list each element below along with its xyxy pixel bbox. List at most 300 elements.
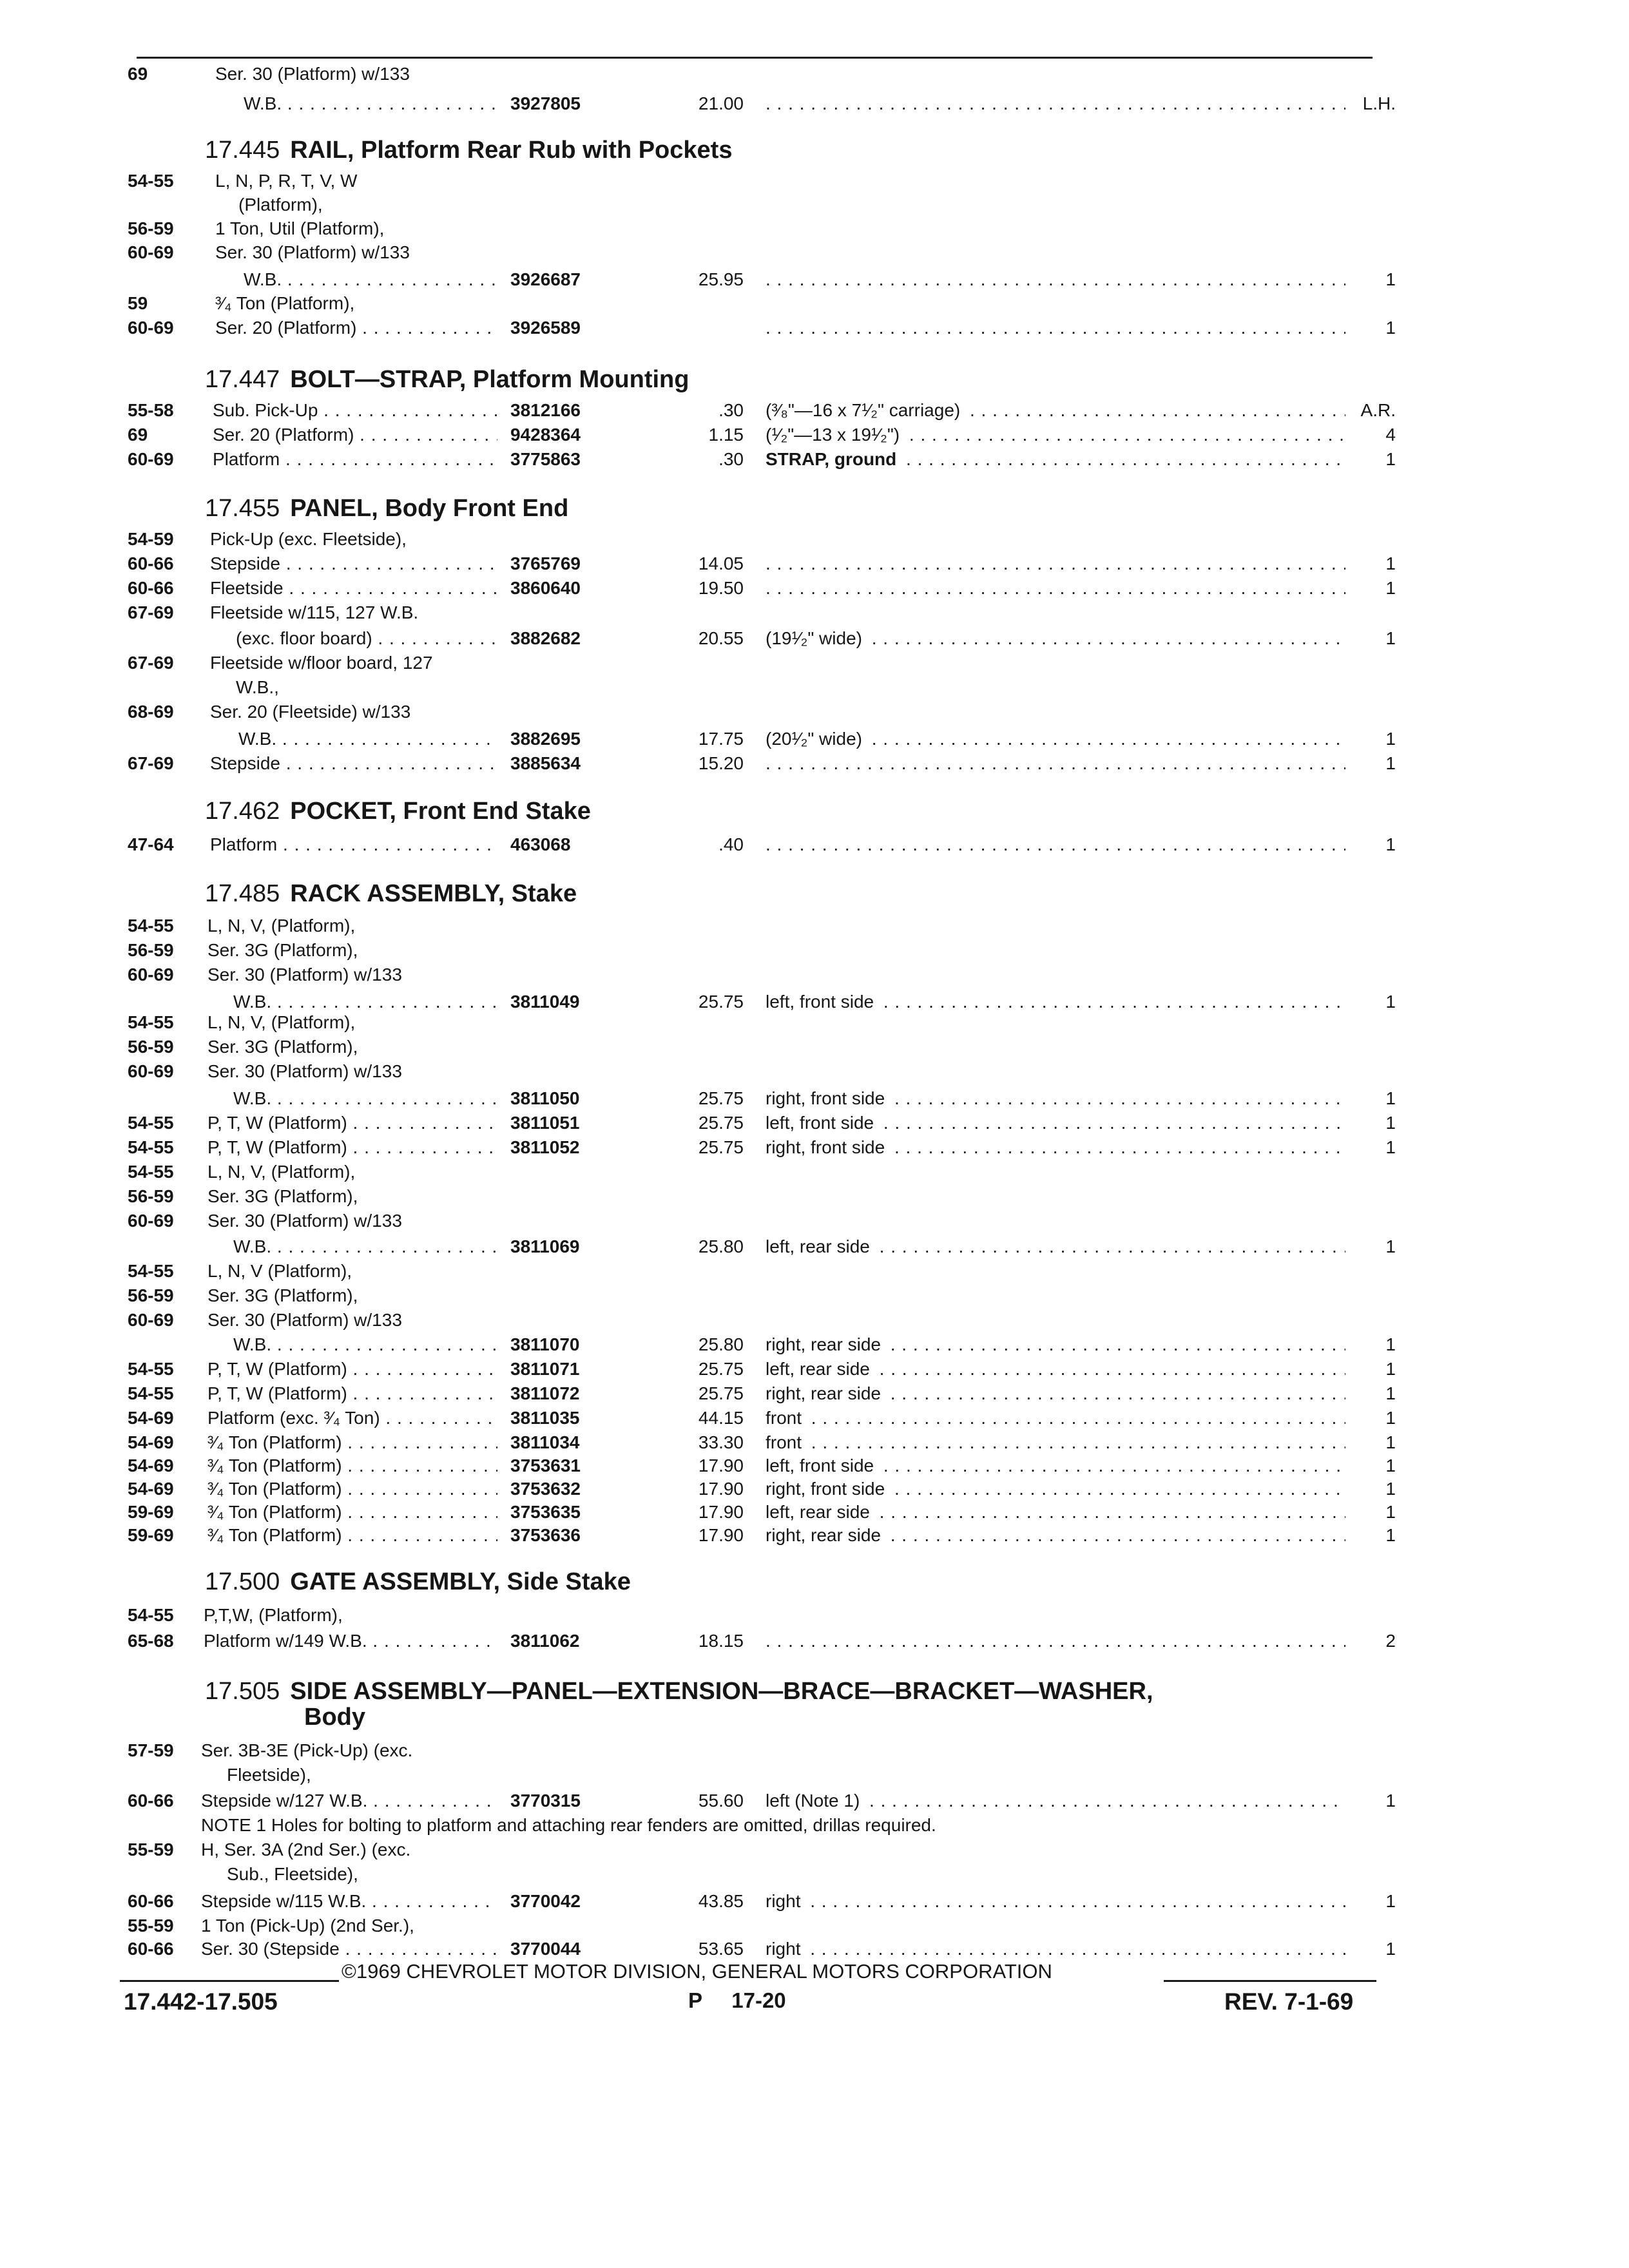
remarks <box>766 1086 1345 1111</box>
model-years: 60-66 <box>128 553 174 573</box>
parts-row <box>0 1454 1629 1478</box>
part-number: 3753631 <box>510 1456 581 1475</box>
part-application <box>201 1889 497 1914</box>
list-price: 14.05 <box>698 553 744 573</box>
parts-row <box>0 1523 1629 1548</box>
part-application <box>204 1603 655 1628</box>
part-number: 3885634 <box>510 753 581 773</box>
remarks-text: right, front side <box>766 1137 889 1157</box>
part-number: 3770315 <box>510 1791 581 1811</box>
part-application <box>236 626 497 651</box>
part-number: 3812166 <box>510 400 581 420</box>
model-years: 60-69 <box>128 1310 174 1330</box>
revision-date: REV. 7-1-69 <box>1224 1988 1354 2015</box>
quantity: 4 <box>1385 425 1396 445</box>
application-text: Ser. 30 (Platform) w/133 <box>207 1211 402 1231</box>
section-title: GATE ASSEMBLY, Side Stake <box>290 1568 631 1595</box>
model-years: 54-55 <box>128 1012 174 1032</box>
part-application <box>201 1789 497 1813</box>
application-text: Ser. 3G (Platform), <box>207 1285 358 1305</box>
section-heading <box>205 796 591 826</box>
part-number: 3927805 <box>510 93 581 113</box>
model-years: 60-69 <box>128 1211 174 1231</box>
parts-row <box>0 1308 1629 1332</box>
part-number: 463068 <box>510 834 571 854</box>
model-years: 65-68 <box>128 1631 174 1651</box>
application-text: Ser. 30 (Platform) w/133 <box>215 242 410 262</box>
model-years: 54-69 <box>128 1456 174 1475</box>
model-years: 56-59 <box>128 1037 174 1057</box>
application-text: Stepside w/127 W.B. <box>201 1791 368 1811</box>
quantity: A.R. <box>1360 400 1396 420</box>
list-price: 1.15 <box>708 425 744 445</box>
list-price: 17.75 <box>698 729 744 749</box>
part-application <box>207 1035 659 1059</box>
part-number: 3926589 <box>510 318 581 338</box>
remarks <box>766 1629 1345 1653</box>
remarks <box>766 267 1345 292</box>
remarks <box>766 1500 1345 1524</box>
parts-row <box>0 1259 1629 1283</box>
model-years: 47-64 <box>128 834 174 854</box>
remarks-text: STRAP, ground <box>766 449 900 469</box>
parts-row <box>0 675 1629 700</box>
model-years: 54-55 <box>128 916 174 936</box>
list-price: 15.20 <box>698 753 744 773</box>
part-number: 9428364 <box>510 425 581 445</box>
application-text: L, N, V (Platform), <box>207 1261 352 1281</box>
part-number: 3811034 <box>510 1432 580 1452</box>
list-price: 17.90 <box>698 1525 744 1545</box>
remarks-text: (19¹⁄₂" wide) <box>766 628 866 648</box>
model-years: 69 <box>128 64 148 84</box>
part-application <box>207 1308 659 1332</box>
quantity: 1 <box>1385 1359 1396 1379</box>
list-price: 33.30 <box>698 1432 744 1452</box>
model-years: 54-55 <box>128 171 174 191</box>
parts-row <box>0 552 1629 576</box>
model-years: 54-55 <box>128 1383 174 1403</box>
section-heading <box>205 879 577 908</box>
model-years: 55-58 <box>128 400 174 420</box>
model-years: 54-69 <box>128 1432 174 1452</box>
section-title: RAIL, Platform Rear Rub with Pockets <box>290 137 733 164</box>
footer-rule-right <box>1164 1980 1376 1982</box>
application-text: 1 Ton (Pick-Up) (2nd Ser.), <box>201 1916 414 1936</box>
list-price: .40 <box>718 834 744 854</box>
part-number: 3811069 <box>510 1236 580 1256</box>
part-application <box>207 1111 497 1135</box>
part-application <box>233 1086 497 1111</box>
application-text: Ser. 20 (Fleetside) w/133 <box>210 702 411 722</box>
part-number: 3811051 <box>510 1113 580 1133</box>
remarks <box>766 1477 1345 1501</box>
part-application <box>204 1629 497 1653</box>
application-text: ³⁄₄ Ton (Platform), <box>215 293 355 313</box>
model-years: 56-59 <box>128 1186 174 1206</box>
application-text: L, N, V, (Platform), <box>207 1012 356 1032</box>
quantity: 1 <box>1385 1891 1396 1911</box>
model-years: 55-59 <box>128 1840 174 1860</box>
note-text: NOTE 1 Holes for bolting to platform and attaching rear fenders are omitted, drillas required. <box>201 1815 936 1835</box>
model-years: 54-55 <box>128 1261 174 1281</box>
part-application <box>210 576 497 601</box>
parts-row <box>0 1889 1629 1914</box>
parts-row <box>0 651 1629 675</box>
part-application <box>207 1500 497 1524</box>
application-text: 1 Ton, Util (Platform), <box>215 218 385 238</box>
part-number: 3753635 <box>510 1502 581 1522</box>
parts-row <box>0 447 1629 472</box>
part-application <box>207 1406 497 1430</box>
model-years: 60-69 <box>128 318 174 338</box>
quantity: 1 <box>1385 1939 1396 1959</box>
part-application <box>210 700 661 724</box>
model-years: 54-69 <box>128 1479 174 1499</box>
section-title: SIDE ASSEMBLY—PANEL—EXTENSION—BRACE—BRACKET—WASHER, <box>290 1678 1153 1705</box>
part-application <box>210 651 661 675</box>
application-text: Ser. 30 (Platform) w/133 <box>207 1061 402 1081</box>
parts-row <box>0 1629 1629 1653</box>
model-years: 55-59 <box>128 1916 174 1936</box>
parts-row <box>0 1477 1629 1501</box>
application-text: W.B. <box>244 269 282 289</box>
model-years: 60-69 <box>128 1061 174 1081</box>
remarks-text: (¹⁄₂"—13 x 19¹⁄₂") <box>766 425 903 445</box>
remarks <box>766 1357 1345 1381</box>
model-years: 60-66 <box>128 578 174 598</box>
part-application <box>238 727 497 751</box>
part-application <box>207 1160 659 1184</box>
quantity: 1 <box>1385 729 1396 749</box>
list-price: 55.60 <box>698 1791 744 1811</box>
remarks <box>766 832 1345 857</box>
parts-row <box>0 1914 1629 1938</box>
list-price: 17.90 <box>698 1502 744 1522</box>
quantity: 1 <box>1385 628 1396 648</box>
parts-row <box>0 1406 1629 1430</box>
remarks-text: front <box>766 1408 805 1428</box>
model-years: 54-55 <box>128 1162 174 1182</box>
section-title: PANEL, Body Front End <box>290 495 569 522</box>
quantity: 1 <box>1385 1383 1396 1403</box>
part-application <box>210 832 497 857</box>
model-years: 57-59 <box>128 1740 174 1760</box>
remarks-text: (20¹⁄₂" wide) <box>766 729 866 749</box>
list-price: 25.75 <box>698 1359 744 1379</box>
remarks <box>766 1937 1345 1961</box>
model-years: 60-69 <box>128 449 174 469</box>
parts-row <box>0 291 1629 316</box>
parts-row <box>0 1283 1629 1308</box>
quantity: 1 <box>1385 1479 1396 1499</box>
remarks <box>766 1381 1345 1406</box>
parts-row <box>0 1160 1629 1184</box>
application-text: P, T, W (Platform) <box>207 1359 347 1379</box>
top-rule <box>137 57 1373 59</box>
list-price: 21.00 <box>698 93 744 113</box>
part-application <box>201 1914 652 1938</box>
parts-row <box>0 601 1629 625</box>
part-number: 3811071 <box>510 1359 580 1379</box>
parts-row <box>0 626 1629 651</box>
list-price: 44.15 <box>698 1408 744 1428</box>
part-application <box>207 1454 497 1478</box>
part-application <box>213 398 497 423</box>
application-text: W.B., <box>236 677 279 697</box>
application-text: Platform w/149 W.B. <box>204 1631 367 1651</box>
section-heading <box>205 1567 631 1597</box>
remarks-text: right, rear side <box>766 1525 885 1545</box>
part-application <box>238 193 689 217</box>
footer-rule-left <box>120 1980 339 1982</box>
application-text: Ser. 3G (Platform), <box>207 940 358 960</box>
part-application <box>213 423 497 447</box>
list-price: 20.55 <box>698 628 744 648</box>
quantity: 1 <box>1385 992 1396 1012</box>
page-number: P 17-20 <box>688 1988 786 2012</box>
part-number: 3753632 <box>510 1479 581 1499</box>
model-years: 56-59 <box>128 218 174 238</box>
model-years: 67-69 <box>128 653 174 673</box>
quantity: 1 <box>1385 578 1396 598</box>
application-text: Stepside <box>210 553 280 573</box>
remarks <box>766 626 1345 651</box>
section-number: 17.505 <box>205 1678 280 1705</box>
application-text: L, N, V, (Platform), <box>207 1162 356 1182</box>
list-price: 25.75 <box>698 1383 744 1403</box>
application-text: W.B. <box>233 1334 272 1354</box>
application-text: Fleetside w/115, 127 W.B. <box>210 602 419 622</box>
quantity: 1 <box>1385 553 1396 573</box>
part-number: 3811049 <box>510 992 580 1012</box>
application-text: W.B. <box>233 1088 272 1108</box>
quantity: 1 <box>1385 1137 1396 1157</box>
parts-row <box>0 751 1629 776</box>
application-text: Fleetside w/floor board, 127 <box>210 653 433 673</box>
section-title-continued: Body <box>304 1704 365 1731</box>
remarks <box>766 1111 1345 1135</box>
quantity: L.H. <box>1362 93 1396 113</box>
application-text: Ser. 3G (Platform), <box>207 1037 358 1057</box>
application-text: ³⁄₄ Ton (Platform) <box>207 1479 342 1499</box>
quantity: 2 <box>1385 1631 1396 1651</box>
remarks <box>766 576 1345 601</box>
application-text: Platform <box>210 834 278 854</box>
part-application <box>207 1283 659 1308</box>
remarks-text: left, rear side <box>766 1359 874 1379</box>
remarks-text: left, front side <box>766 992 878 1012</box>
application-text: Ser. 30 (Stepside <box>201 1939 340 1959</box>
parts-row <box>0 1184 1629 1209</box>
part-number: 3811062 <box>510 1631 580 1651</box>
model-years: 60-66 <box>128 1891 174 1911</box>
list-price: 25.75 <box>698 992 744 1012</box>
parts-row <box>0 1332 1629 1357</box>
remarks <box>766 398 1345 423</box>
part-application <box>233 1235 497 1259</box>
remarks <box>766 1235 1345 1259</box>
part-application <box>210 552 497 576</box>
parts-row <box>0 1738 1629 1763</box>
part-number: 3811035 <box>510 1408 580 1428</box>
application-text: H, Ser. 3A (2nd Ser.) (exc. <box>201 1840 411 1860</box>
application-text: ³⁄₄ Ton (Platform) <box>207 1502 342 1522</box>
part-application <box>227 1862 678 1887</box>
part-number: 3753636 <box>510 1525 581 1545</box>
application-text: Ser. 30 (Platform) w/133 <box>207 965 402 985</box>
model-years: 60-69 <box>128 242 174 262</box>
parts-row <box>0 1862 1629 1887</box>
parts-row <box>0 316 1629 340</box>
parts-row <box>0 576 1629 601</box>
part-number: 3811052 <box>510 1137 580 1157</box>
list-price: 25.75 <box>698 1137 744 1157</box>
part-application <box>207 1430 497 1455</box>
application-text: W.B. <box>233 992 272 1012</box>
part-application <box>207 963 659 987</box>
list-price: 25.95 <box>698 269 744 289</box>
quantity: 1 <box>1385 1113 1396 1133</box>
parts-row <box>0 1381 1629 1406</box>
application-text: P, T, W (Platform) <box>207 1113 347 1133</box>
parts-row <box>0 1937 1629 1961</box>
quantity: 1 <box>1385 1525 1396 1545</box>
part-application <box>227 1763 678 1787</box>
application-text: Ser. 20 (Platform) <box>215 318 357 338</box>
parts-row <box>0 1135 1629 1160</box>
parts-row <box>0 527 1629 552</box>
parts-row <box>0 963 1629 987</box>
part-number: 3811072 <box>510 1383 580 1403</box>
quantity: 1 <box>1385 1236 1396 1256</box>
parts-row <box>0 240 1629 265</box>
model-years: 69 <box>128 425 148 445</box>
part-application <box>244 267 497 292</box>
part-application <box>207 1059 659 1084</box>
parts-row <box>0 832 1629 857</box>
application-text: Ser. 30 (Platform) w/133 <box>207 1310 402 1330</box>
model-years: 68-69 <box>128 702 174 722</box>
application-text: ³⁄₄ Ton (Platform) <box>207 1456 342 1475</box>
remarks <box>766 1889 1345 1914</box>
model-years: 54-55 <box>128 1137 174 1157</box>
remarks-text: front <box>766 1432 805 1452</box>
part-application <box>210 601 661 625</box>
model-years: 60-69 <box>128 965 174 985</box>
part-number: 3882695 <box>510 729 581 749</box>
part-application <box>207 914 659 938</box>
application-text: (exc. floor board) <box>236 628 372 648</box>
part-application <box>207 1259 659 1283</box>
remarks-text: left, rear side <box>766 1236 874 1256</box>
copyright-line: ©1969 CHEVROLET MOTOR DIVISION, GENERAL MOTORS CORPORATION <box>342 1960 1052 1983</box>
list-price: 25.80 <box>698 1334 744 1354</box>
part-application <box>207 1523 497 1548</box>
application-text: Ser. 3B-3E (Pick-Up) (exc. <box>201 1740 413 1760</box>
model-years: 67-69 <box>128 753 174 773</box>
application-text: Fleetside), <box>227 1765 311 1785</box>
parts-row <box>0 1357 1629 1381</box>
parts-row <box>0 1789 1629 1813</box>
parts-row <box>0 1010 1629 1035</box>
quantity: 1 <box>1385 1408 1396 1428</box>
quantity: 1 <box>1385 318 1396 338</box>
part-application <box>207 1135 497 1160</box>
parts-row <box>0 62 1629 86</box>
part-application <box>244 91 497 116</box>
section-number: 17.485 <box>205 880 280 907</box>
application-text: P, T, W (Platform) <box>207 1137 347 1157</box>
parts-row <box>0 1430 1629 1455</box>
model-years: 67-69 <box>128 602 174 622</box>
model-years: 54-59 <box>128 529 174 549</box>
part-application <box>210 527 661 552</box>
parts-row <box>0 938 1629 963</box>
parts-row <box>0 267 1629 292</box>
remarks <box>766 552 1345 576</box>
list-price: 25.75 <box>698 1088 744 1108</box>
parts-row <box>0 91 1629 116</box>
application-text: Fleetside <box>210 578 284 598</box>
part-application <box>215 216 666 241</box>
parts-row <box>0 1059 1629 1084</box>
parts-row <box>0 423 1629 447</box>
application-text: W.B. <box>238 729 277 749</box>
application-text: Ser. 3G (Platform), <box>207 1186 358 1206</box>
list-price: 19.50 <box>698 578 744 598</box>
remarks <box>766 751 1345 776</box>
list-price: 17.90 <box>698 1456 744 1475</box>
part-number: 3770044 <box>510 1939 581 1959</box>
part-application <box>215 291 666 316</box>
part-application <box>207 938 659 963</box>
parts-row <box>0 1763 1629 1787</box>
parts-row <box>0 398 1629 423</box>
part-application <box>207 1357 497 1381</box>
part-application <box>201 1838 652 1862</box>
part-application <box>207 1010 659 1035</box>
section-number: 17.447 <box>205 366 280 393</box>
list-price: 53.65 <box>698 1939 744 1959</box>
application-text: Platform (exc. ³⁄₄ Ton) <box>207 1408 380 1428</box>
remarks <box>766 1454 1345 1478</box>
list-price: 17.90 <box>698 1479 744 1499</box>
quantity: 1 <box>1385 1456 1396 1475</box>
part-number: 3882682 <box>510 628 581 648</box>
remarks-text: right <box>766 1891 804 1911</box>
parts-row <box>0 727 1629 751</box>
parts-row <box>0 169 1629 193</box>
section-title: BOLT—STRAP, Platform Mounting <box>290 366 689 393</box>
model-years: 60-66 <box>128 1939 174 1959</box>
application-text: W.B. <box>233 1236 272 1256</box>
part-application <box>215 240 666 265</box>
model-years: 60-66 <box>128 1791 174 1811</box>
quantity: 1 <box>1385 1791 1396 1811</box>
parts-row <box>0 914 1629 938</box>
model-years: 54-69 <box>128 1408 174 1428</box>
application-text: Sub. Pick-Up <box>213 400 318 420</box>
application-text: (Platform), <box>238 195 323 215</box>
part-number: 3775863 <box>510 449 581 469</box>
application-text: Platform <box>213 449 280 469</box>
remarks-text: left, front side <box>766 1456 878 1475</box>
model-years: 56-59 <box>128 1285 174 1305</box>
part-number: 3811050 <box>510 1088 580 1108</box>
section-number: 17.455 <box>205 495 280 522</box>
part-number: 3770042 <box>510 1891 581 1911</box>
